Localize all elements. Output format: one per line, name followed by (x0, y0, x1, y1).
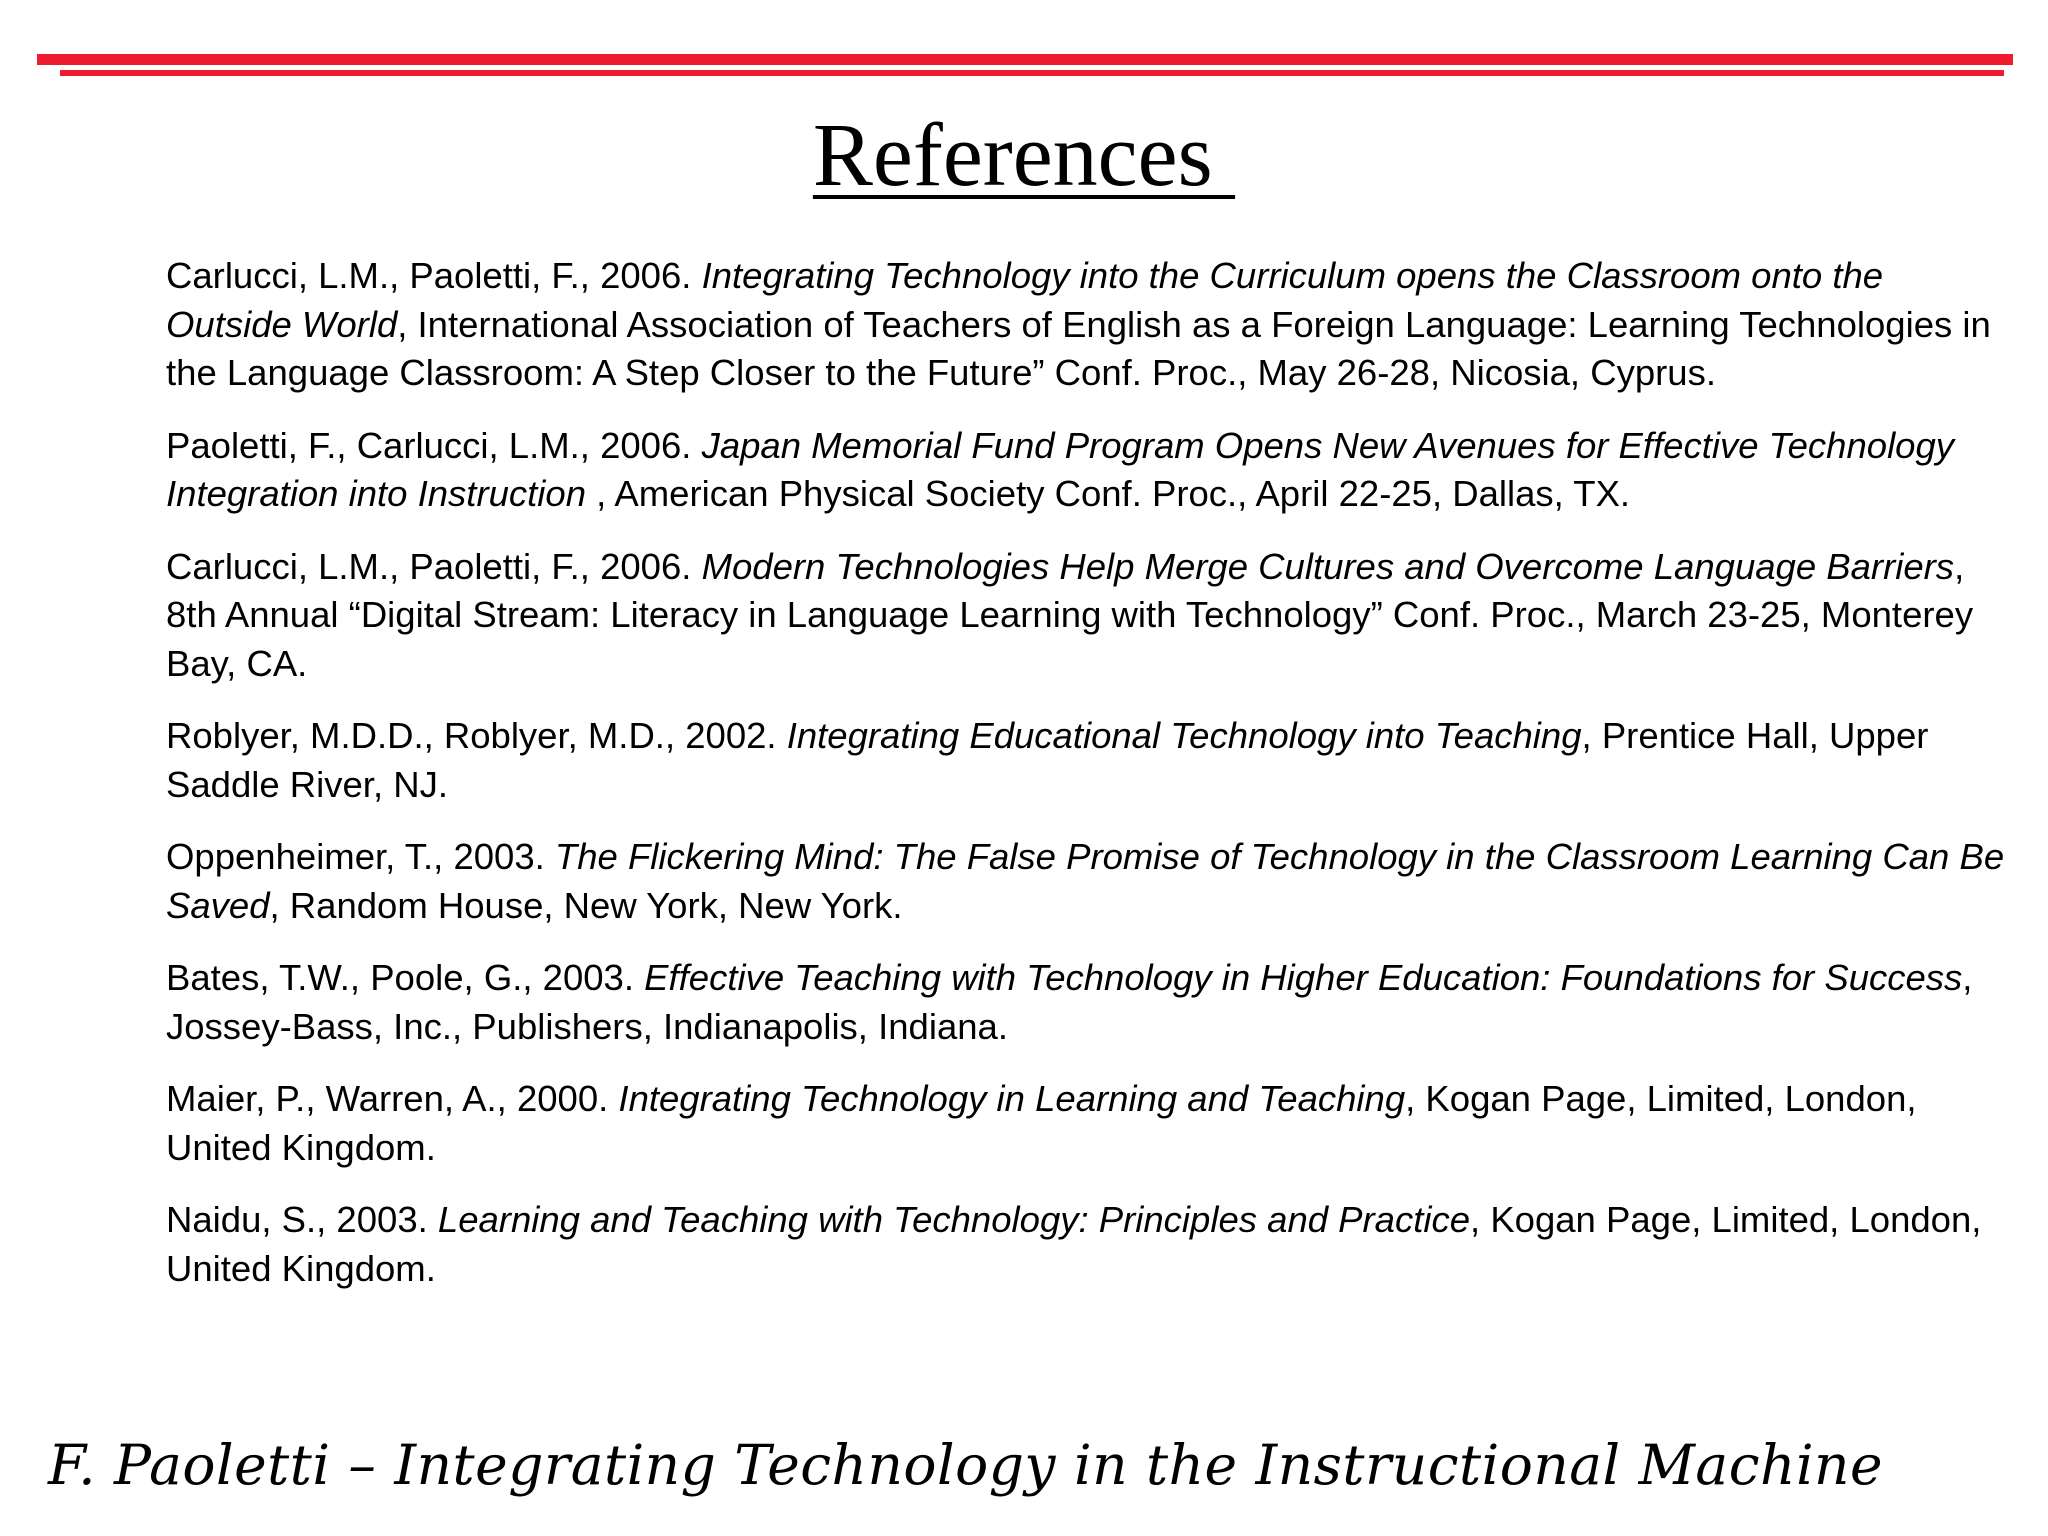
reference-authors: Paoletti, F., Carlucci, L.M., 2006. (166, 424, 702, 466)
header-rule-thick (37, 54, 2013, 65)
reference-title: Learning and Teaching with Technology: Principles and Practice (437, 1199, 1471, 1240)
reference-title: Integrating Educational Technology into Teaching (786, 715, 1582, 756)
reference-authors: Naidu, S., 2003. (166, 1199, 438, 1240)
page-title-text: References (812, 106, 1236, 205)
header-rule-thin (60, 70, 2004, 76)
reference-authors: Maier, P., Warren, A., 2000. (166, 1078, 619, 1119)
reference-item (166, 422, 2006, 519)
reference-source: , American Physical Society Conf. Proc., April 22-25, Dallas, TX. (586, 473, 1631, 514)
reference-authors: Carlucci, L.M., Paoletti, F., 2006. (166, 545, 702, 587)
page-title (0, 102, 2048, 210)
reference-source: , Kogan Page, Limited, London, United Kingdom. (166, 1199, 1982, 1289)
reference-title: Effective Teaching with Technology in Higher Education: Foundations for Success (644, 957, 1963, 998)
reference-authors: Oppenheimer, T., 2003. (166, 836, 555, 877)
reference-title: Modern Technologies Help Merge Cultures and Overcome Language Barriers (701, 545, 1955, 587)
reference-source: , Jossey-Bass, Inc., Publishers, Indianapolis, Indiana. (166, 957, 1973, 1047)
reference-source: , 8th Annual “Digital Stream: Literacy in Language Learning with Technology” Conf. Proc., March 23-25, Monterey Bay, CA. (166, 545, 1974, 684)
reference-item (166, 833, 2006, 930)
reference-authors: Carlucci, L.M., Paoletti, F., 2006. (166, 255, 702, 296)
reference-source: , Random House, New York, New York. (269, 884, 903, 926)
reference-item (166, 712, 2006, 809)
reference-source: , International Association of Teachers of English as a Foreign Language: Learning Technologies in the Language Classroom: A Step Closer to the Future” Conf. Proc., May 26-28, Nicosia, Cyprus. (166, 303, 1991, 393)
reference-item (166, 1196, 2006, 1293)
reference-list (166, 252, 2006, 1317)
reference-item (166, 954, 2006, 1051)
reference-authors: Roblyer, M.D.D., Roblyer, M.D., 2002. (166, 715, 787, 756)
reference-title: Integrating Technology in Learning and Teaching (618, 1078, 1406, 1119)
reference-title: The Flickering Mind: The False Promise of Technology in the Classroom Learning Can Be Saved (166, 836, 2005, 926)
reference-authors: Bates, T.W., Poole, G., 2003. (166, 957, 645, 998)
reference-title: Japan Memorial Fund Program Opens New Avenues for Effective Technology Integration into Instruction (166, 424, 1955, 514)
reference-source: , Kogan Page, Limited, London, United Kingdom. (166, 1078, 1917, 1168)
reference-item (166, 1075, 2006, 1172)
reference-source: , Prentice Hall, Upper Saddle River, NJ. (166, 715, 1929, 805)
reference-item (166, 252, 2006, 398)
reference-title: Integrating Technology into the Curriculum opens the Classroom onto the Outside World (166, 255, 1884, 345)
footer-caption: F. Paoletti – Integrating Technology in the Instructional Machine (48, 1433, 1884, 1497)
reference-item (166, 543, 2006, 689)
